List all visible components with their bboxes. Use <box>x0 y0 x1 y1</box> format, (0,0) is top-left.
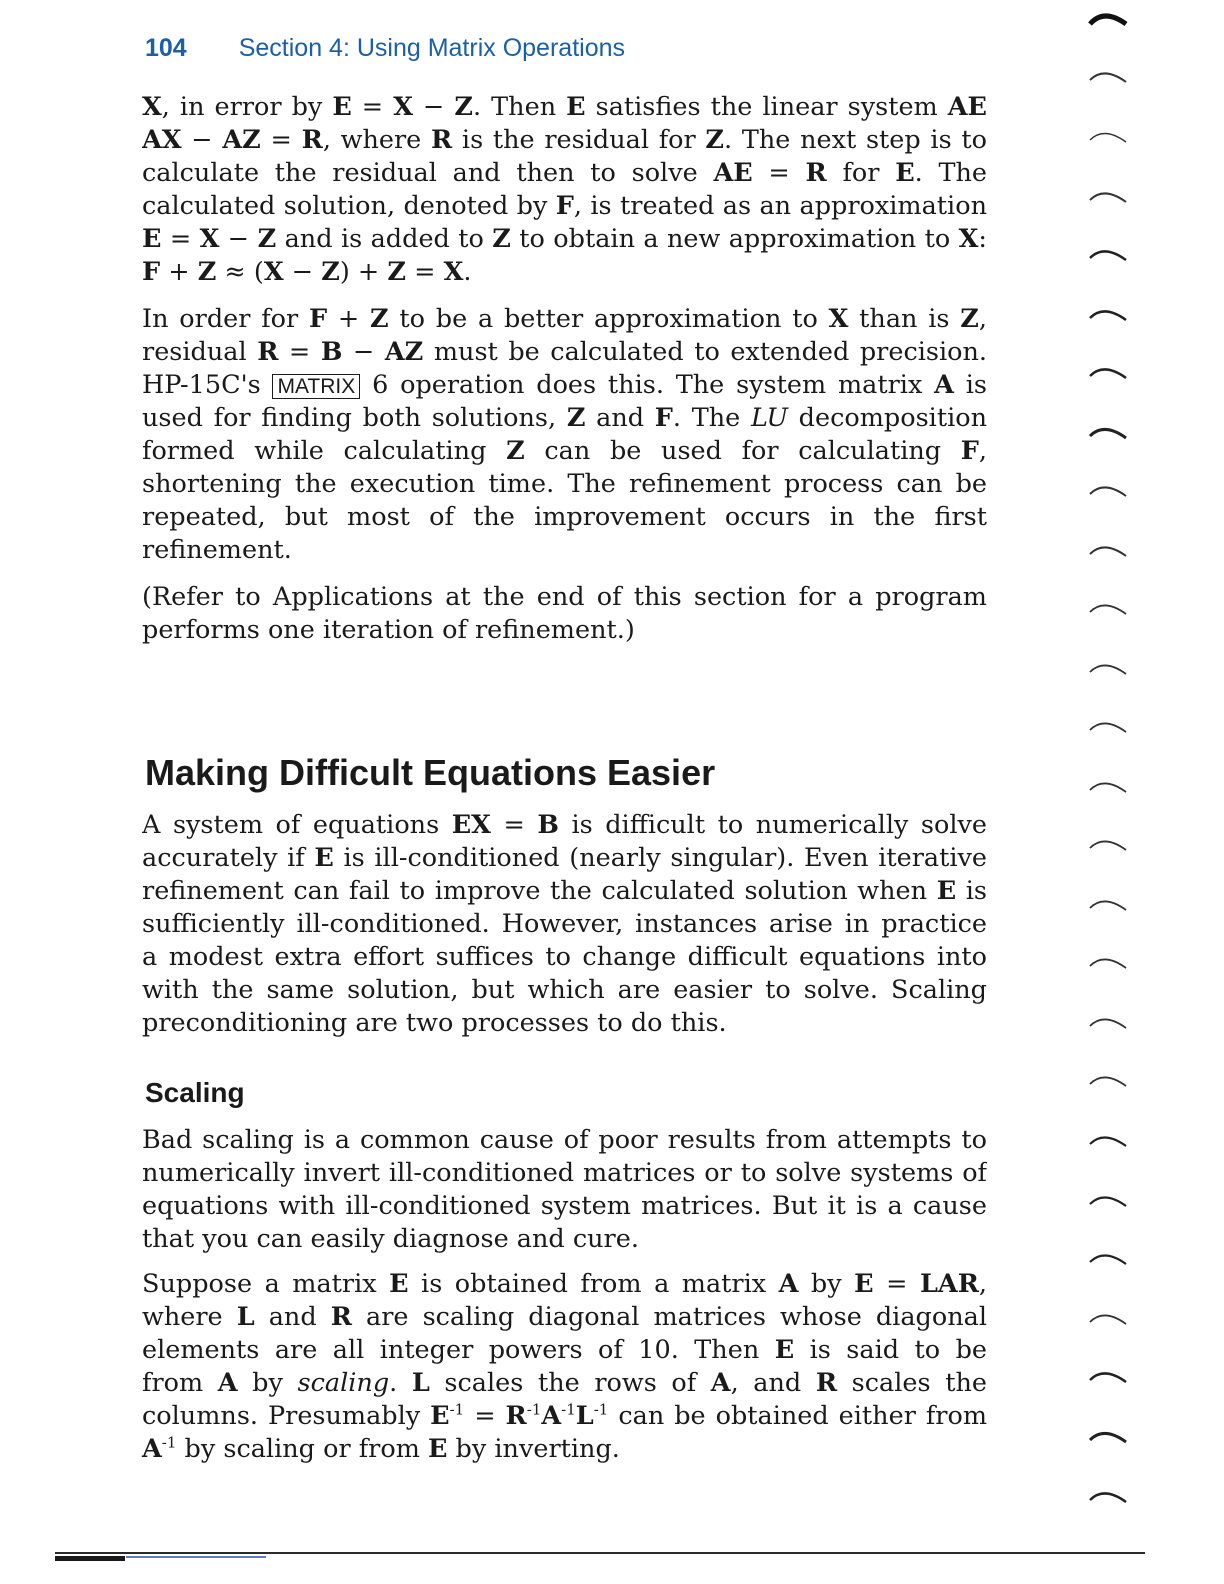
text-line: preconditioning are two processes to do this. <box>142 1008 727 1038</box>
binding-ring-icon <box>1086 594 1132 620</box>
binding-ring-icon <box>1086 1304 1132 1330</box>
paragraph-scaling-definition <box>142 1268 987 1466</box>
paragraph-error-system <box>142 91 987 289</box>
binding-ring-icon <box>1086 1482 1132 1508</box>
binding-ring-icon <box>1086 182 1132 208</box>
bottom-edge-accent <box>126 1556 266 1558</box>
text-line: E = X − Z and is added to Z to obtain a new approximation to X: <box>142 224 987 254</box>
page-header <box>145 34 625 63</box>
bottom-edge-mark <box>55 1556 125 1561</box>
matrix-key: MATRIX <box>272 374 360 399</box>
binding-ring-icon <box>1086 1422 1132 1448</box>
binding-ring-icon <box>1086 6 1132 32</box>
binding-ring-icon <box>1086 712 1132 738</box>
page-number: 104 <box>145 34 187 62</box>
binding-ring-icon <box>1086 476 1132 502</box>
text-line: AX − AZ = R, where R is the residual for Z. The next step is to <box>142 125 987 155</box>
text-line: formed while calculating Z can be used for calculating F, <box>142 436 987 466</box>
subheading-scaling: Scaling <box>145 1077 245 1108</box>
text-line: accurately if E is ill-conditioned (nearly singular). Even iterative <box>142 843 987 873</box>
text-line: refinement. <box>142 535 292 565</box>
binding-ring-icon <box>1086 1066 1132 1092</box>
binding-ring-icon <box>1086 772 1132 798</box>
text-line: sufficiently ill-conditioned. However, instances arise in practice <box>142 909 987 939</box>
binding-ring-icon <box>1086 890 1132 916</box>
binding-ring-icon <box>1086 358 1132 384</box>
text-line: X, in error by E = X − Z. Then E satisfies the linear system AE <box>142 92 987 122</box>
text-line: F + Z ≈ (X − Z) + Z = X. <box>142 257 472 287</box>
binding-ring-icon <box>1086 62 1132 88</box>
binding-ring-icon <box>1086 240 1132 266</box>
paragraph-difficult-systems <box>142 809 987 1040</box>
section-heading: Making Difficult Equations Easier <box>145 752 716 793</box>
text-line: columns. Presumably $E^{-1} = R^{-1}A^{-1}L^{-1}$ can be obtained either from <box>142 1400 987 1431</box>
text-line: refinement can fail to improve the calculated solution when E is <box>142 876 987 906</box>
binding-ring-icon <box>1086 654 1132 680</box>
bottom-edge-line <box>55 1552 1145 1554</box>
text-line: a modest extra effort suffices to change difficult equations into <box>142 942 987 972</box>
text-line: HP-15C's MATRIX 6 operation does this. The system matrix A is <box>142 370 987 400</box>
paragraph-bad-scaling <box>142 1124 987 1256</box>
binding-ring-icon <box>1086 948 1132 974</box>
section-title: Section 4: Using Matrix Operations <box>238 34 625 62</box>
text-line: elements are all integer powers of 10. Then E is said to be <box>142 1335 987 1365</box>
binding-ring-icon <box>1086 1186 1132 1212</box>
text-line: calculate the residual and then to solve AE = R for E. The <box>142 158 987 188</box>
binding-edge <box>1086 0 1146 1584</box>
paragraph-extended-precision <box>142 303 987 567</box>
binding-ring-icon <box>1086 1126 1132 1152</box>
text-line: $A^{-1}$ by scaling or from E by inverting. <box>142 1433 620 1464</box>
binding-ring-icon <box>1086 300 1132 326</box>
text-line: Suppose a matrix E is obtained from a matrix A by E = LAR, <box>142 1269 987 1299</box>
binding-ring-icon <box>1086 1008 1132 1034</box>
text-line: Bad scaling is a common cause of poor results from attempts to <box>142 1125 987 1155</box>
paragraph-refer-applications <box>142 581 987 647</box>
text-line: numerically invert ill-conditioned matrices or to solve systems of <box>142 1158 987 1188</box>
text-line: In order for F + Z to be a better approximation to X than is Z, <box>142 304 987 334</box>
binding-ring-icon <box>1086 536 1132 562</box>
binding-ring-icon <box>1086 830 1132 856</box>
text-line: performs one iteration of refinement.) <box>142 615 635 645</box>
text-line: that you can easily diagnose and cure. <box>142 1224 639 1254</box>
text-line: calculated solution, denoted by F, is treated as an approximation <box>142 191 987 221</box>
text-line: with the same solution, but which are easier to solve. Scaling <box>142 975 987 1005</box>
text-line: A system of equations EX = B is difficult to numerically solve <box>142 810 987 840</box>
binding-ring-icon <box>1086 1362 1132 1388</box>
binding-ring-icon <box>1086 122 1132 148</box>
text-line: repeated, but most of the improvement occurs in the first <box>142 502 987 532</box>
text-line: residual R = B − AZ must be calculated to extended precision. <box>142 337 987 367</box>
binding-ring-icon <box>1086 418 1132 444</box>
text-line: (Refer to Applications at the end of this section for a program <box>142 582 987 612</box>
text-line: from A by scaling. L scales the rows of A, and R scales the <box>142 1368 987 1398</box>
text-line: shortening the execution time. The refinement process can be <box>142 469 987 499</box>
text-line: where L and R are scaling diagonal matrices whose diagonal <box>142 1302 987 1332</box>
text-line: used for finding both solutions, Z and F. The LU decomposition <box>142 403 987 433</box>
text-line: equations with ill-conditioned system matrices. But it is a cause <box>142 1191 987 1221</box>
binding-ring-icon <box>1086 1244 1132 1270</box>
